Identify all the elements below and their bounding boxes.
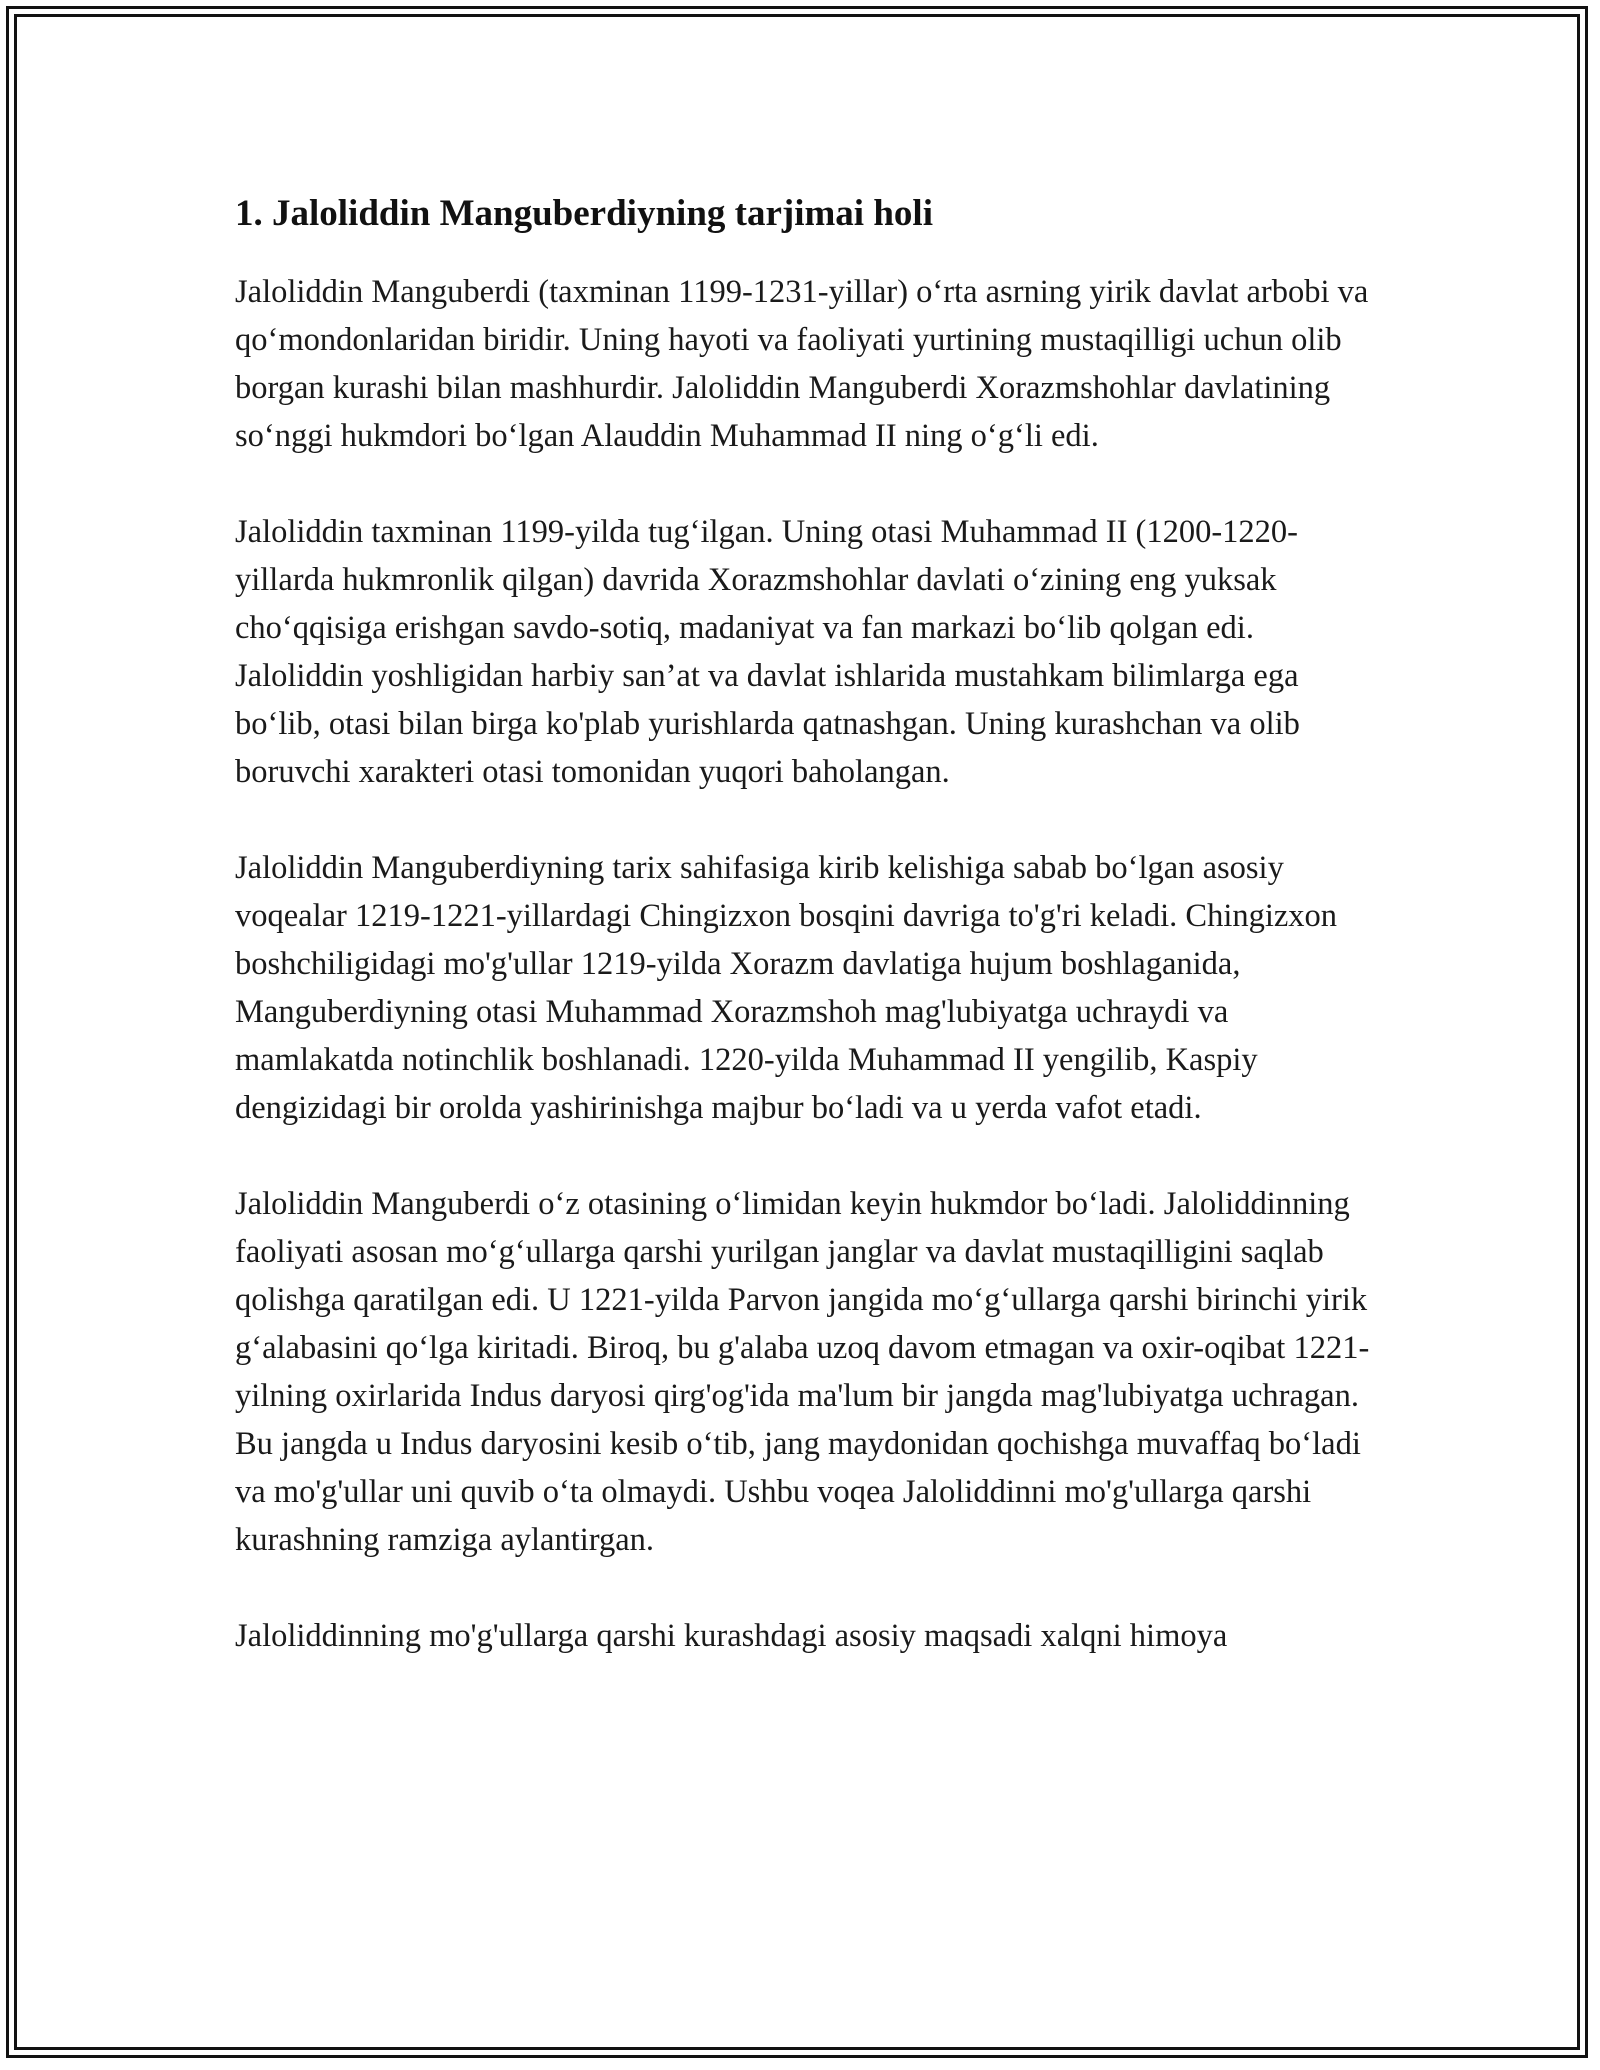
paragraph-2: Jaloliddin taxminan 1199-yilda tug‘ilgan. Uning otasi Muhammad II (1200-1220-yillarda hukmronlik qilgan) davrida Xorazmshohlar davlati o‘zining eng yuksak cho‘qqisiga erishgan savdo-sotiq, madaniyat va fan markazi bo‘lib qolgan edi. Jaloliddin yoshligidan harbiy san’at va davlat ishlarida mustahkam bilimlarga ega bo‘lib, otasi bilan birga ko'plab yurishlarda qatnashgan. Uning kurashchan va olib boruvchi xarakteri otasi tomonidan yuqori baholangan. — [235, 514, 1300, 790]
section-title: 1. Jaloliddin Manguberdiyning tarjimai holi — [235, 193, 933, 234]
paragraph-3: Jaloliddin Manguberdiyning tarix sahifasiga kirib kelishiga sabab bo‘lgan asosiy voqealar 1219-1221-yillardagi Chingizxon bosqini davriga to'g'ri keladi. Chingizxon boshchiligidagi mo'g'ullar 1219-yilda Xorazm davlatiga hujum boshlaganida, Manguberdiyning otasi Muhammad Xorazmshoh mag'lubiyatga uchraydi va mamlakatda notinchlik boshlanadi. 1220-yilda Muhammad II yengilib, Kaspiy dengizidagi bir orolda yashirinishga majbur bo‘ladi va u yerda vafot etadi. — [235, 850, 1338, 1126]
paragraph-4: Jaloliddin Manguberdi o‘z otasining o‘limidan keyin hukmdor bo‘ladi. Jaloliddinning faoliyati asosan mo‘g‘ullarga qarshi yurilgan janglar va davlat mustaqilligini saqlab qolishga qaratilgan edi. U 1221-yilda Parvon jangida mo‘g‘ullarga qarshi birinchi yirik g‘alabasini qo‘lga kiritadi. Biroq, bu g'alaba uzoq davom etmagan va oxir-oqibat 1221-yilning oxirlarida Indus daryosi qirg'og'ida ma'lum bir jangda mag'lubiyatga uchragan. Bu jangda u Indus daryosini kesib o‘tib, jang maydonidan qochishga muvaffaq bo‘ladi va mo'g'ullar uni quvib o‘ta olmaydi. Ushbu voqea Jaloliddinni mo'g'ullarga qarshi kurashning ramziga aylantirgan. — [235, 1186, 1370, 1558]
paragraph-1: Jaloliddin Manguberdi (taxminan 1199-1231-yillar) o‘rta asrning yirik davlat arbobi va qo‘mondonlaridan biridir. Uning hayoti va faoliyati yurtining mustaqilligi uchun olib borgan kurashi bilan mashhurdir. Jaloliddin Manguberdi Xorazmshohlar davlatining so‘nggi hukmdori bo‘lgan Alauddin Muhammad II ning o‘g‘li edi. — [235, 274, 1369, 454]
paragraph-5: Jaloliddinning mo'g'ullarga qarshi kurashdagi asosiy maqsadi xalqni himoya — [235, 1618, 1228, 1654]
document-body — [235, 188, 1375, 1708]
